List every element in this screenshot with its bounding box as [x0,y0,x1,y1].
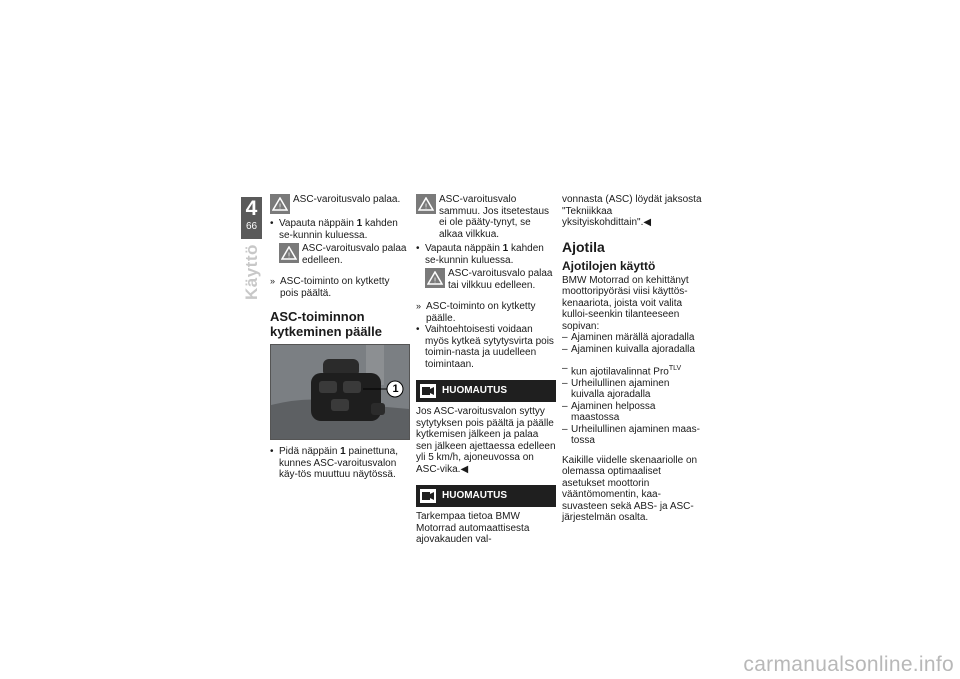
chapter-title: Käyttö [242,244,261,300]
list-item: – Urheilullinen ajaminen maas-tossa [562,423,700,447]
result-item: » ASC-toiminto on kytketty päälle. [416,301,536,324]
section-heading: ASC-toiminnon kytkeminen päälle [270,309,382,339]
notice-header: HUOMAUTUS [416,380,556,402]
chapter-number: 4 [245,197,258,220]
outro-text: Kaikille viidelle skenaariolle on olemassa optimaaliset asetukset moottorin vääntömomentin, kaa-suvasteen sekä ABS- ja ASC-järjestelmän osalta. [562,454,698,524]
key-reference: 1 [356,218,363,229]
notice-header: HUOMAUTUS [416,485,556,507]
notice-text: Tarkempaa tietoa BMW Motorrad automaattisesta ajovakauden val- [416,511,530,545]
mode-list-2 [562,378,702,447]
continued-text: vonnasta (ASC) löydät jaksosta "Tekniikkaa yksityiskohdittain".◀ [562,194,702,228]
svg-text:!: ! [424,202,428,211]
handlebar-switch-photo [270,344,410,440]
end-mark: ◀ [643,217,652,228]
notice-text: Jos ASC-varoitusvalon syttyy sytytyksen pois päältä ja päälle kytkemisen jälkeen ja palaa sen jälkeen ajettaessa edelleen yli 5 km/h, ajoneuvossa on ASC-vika.◀ [416,406,556,475]
chapter-tab [241,197,262,239]
subsection-heading: Ajotilojen käyttö [562,258,656,273]
asc-warning-light-icon [270,194,290,214]
warning-light-note: ! ASC-varoitusvalo palaa. [270,194,410,214]
watermark: carmanualsonline.info [743,653,954,676]
column-1 [270,194,410,481]
end-mark: ◀ [460,463,469,475]
instruction-item: • Vaihtoehtoisesti voidaan myös kytkeä sytytysvirta pois toimin-nasta ja uudelleen toimintaan. [416,324,554,370]
instruction-item: • Vapauta näppäin 1 kahden se-kunnin kuluessa. [270,218,398,241]
svg-text:!: ! [287,251,291,260]
asc-warning-light-icon [279,243,299,263]
svg-text:!: ! [278,202,282,211]
book-hand-icon [420,384,436,398]
list-item: – Ajaminen märällä ajoradalla [562,332,695,343]
intro-text: BMW Motorrad on kehittänyt moottoripyöräsi viisi käyttös-kenaariota, joista voit valita kulloi-seenkin tilanteeseen sopivan: [562,274,689,332]
instruction-item: • Vapauta näppäin 1 kahden se-kunnin kuluessa. [416,243,544,266]
photo-callout: 1 [392,383,399,395]
list-item: – kun ajotilavalinnat Pro$^{TLV}$ [562,363,682,378]
key-reference: 1 [340,446,346,457]
asc-warning-light-icon [416,194,436,214]
warning-light-note: ! ASC-varoitusvalo sammuu. Jos itsetestaus ei ole pääty-tynyt, se alkaa vilkkua. [416,194,556,240]
result-item: » ASC-toiminto on kytketty pois päältä. [270,276,390,299]
column-2 [416,194,556,546]
warning-light-note: ! ASC-varoitusvalo palaa edelleen. [279,243,410,266]
warning-light-note: ! ASC-varoitusvalo palaa tai vilkkuu edelleen. [425,268,556,291]
list-item: – Urheilullinen ajaminen kuivalla ajoradalla [562,377,670,401]
asc-warning-light-icon [425,268,445,288]
column-3 [562,194,702,524]
list-item: – Ajaminen helpossa maastossa [562,400,656,424]
book-hand-icon [420,489,436,503]
svg-text:!: ! [433,276,437,285]
instruction-item: • Pidä näppäin 1 painettuna, kunnes ASC-varoitusvalon käy-tös muuttuu näytössä. [270,446,398,480]
page-number: 66 [245,221,258,232]
key-reference: 1 [502,243,509,254]
list-item: – Ajaminen kuivalla ajoradalla [562,343,695,355]
section-heading: Ajotila [562,238,605,255]
mode-list-1 [562,332,702,355]
